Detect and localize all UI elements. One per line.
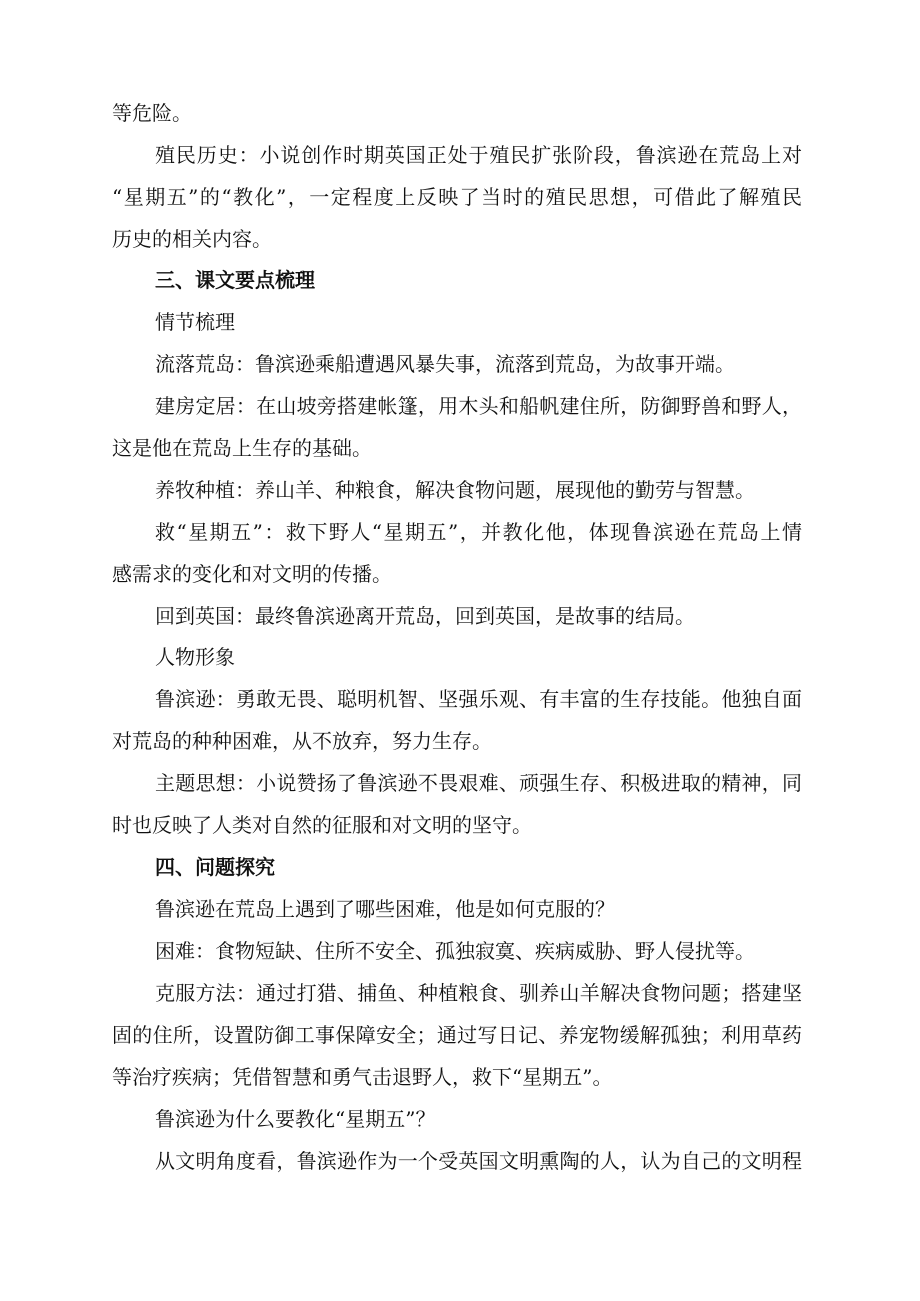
- paragraph-colonial-history: 殖民历史：小说创作时期英国正处于殖民扩张阶段，鲁滨逊在荒岛上对: [155, 143, 802, 167]
- paragraph-stranded: 流落荒岛：鲁滨逊乘船遭遇风暴失事，流落到荒岛，为故事开端。: [155, 352, 735, 376]
- paragraph-farming: 养牧种植：养山羊、种粮食，解决食物问题，展现他的勤劳与智慧。: [155, 478, 755, 502]
- paragraph-robinson: 鲁滨逊：勇敢无畏、聪明机智、坚强乐观、有丰富的生存技能。他独自面: [155, 687, 802, 711]
- text-line: 时也反映了人类对自然的征服和对文明的坚守。: [112, 813, 532, 837]
- paragraph-difficulties: 困难：食物短缺、住所不安全、孤独寂寞、疾病威胁、野人侵扰等。: [155, 939, 755, 963]
- paragraph-theme: 主题思想：小说赞扬了鲁滨逊不畏艰难、顽强生存、积极进取的精神，同: [155, 771, 802, 795]
- question-educate-friday: 鲁滨逊为什么要教化“星期五”？: [155, 1107, 436, 1131]
- subheading-character: 人物形象: [155, 645, 235, 669]
- paragraph-solutions: 克服方法：通过打猎、捕鱼、种植粮食、驯养山羊解决食物问题；搭建坚: [155, 981, 802, 1005]
- section-heading-key-points: 三、课文要点梳理: [155, 268, 315, 292]
- paragraph-friday: 救“星期五”：救下野人“星期五”，并教化他，体现鲁滨逊在荒岛上情: [155, 520, 802, 544]
- text-line: 对荒岛的种种困难，从不放弃，努力生存。: [112, 729, 492, 753]
- question-difficulties: 鲁滨逊在荒岛上遇到了哪些困难，他是如何克服的？: [155, 897, 615, 921]
- text-line: 感需求的变化和对文明的传播。: [112, 562, 392, 586]
- text-line: 等治疗疾病；凭借智慧和勇气击退野人，救下“星期五”。: [112, 1065, 613, 1089]
- text-line: 固的住所，设置防御工事保障安全；通过写日记、养宠物缓解孤独；利用草药: [112, 1023, 802, 1047]
- paragraph-settle: 建房定居：在山坡旁搭建帐篷，用木头和船帆建住所，防御野兽和野人，: [155, 394, 802, 418]
- section-heading-questions: 四、问题探究: [155, 855, 275, 879]
- text-line: 历史的相关内容。: [112, 227, 272, 251]
- paragraph-return: 回到英国：最终鲁滨逊离开荒岛，回到英国，是故事的结局。: [155, 604, 695, 628]
- text-line: “星期五”的“教化”，一定程度上反映了当时的殖民思想，可借此了解殖民: [112, 185, 802, 209]
- subheading-plot: 情节梳理: [155, 310, 235, 334]
- paragraph-civilization: 从文明角度看，鲁滨逊作为一个受英国文明熏陶的人，认为自己的文明程: [155, 1149, 802, 1173]
- text-line: 等危险。: [112, 101, 192, 125]
- text-line: 这是他在荒岛上生存的基础。: [112, 436, 372, 460]
